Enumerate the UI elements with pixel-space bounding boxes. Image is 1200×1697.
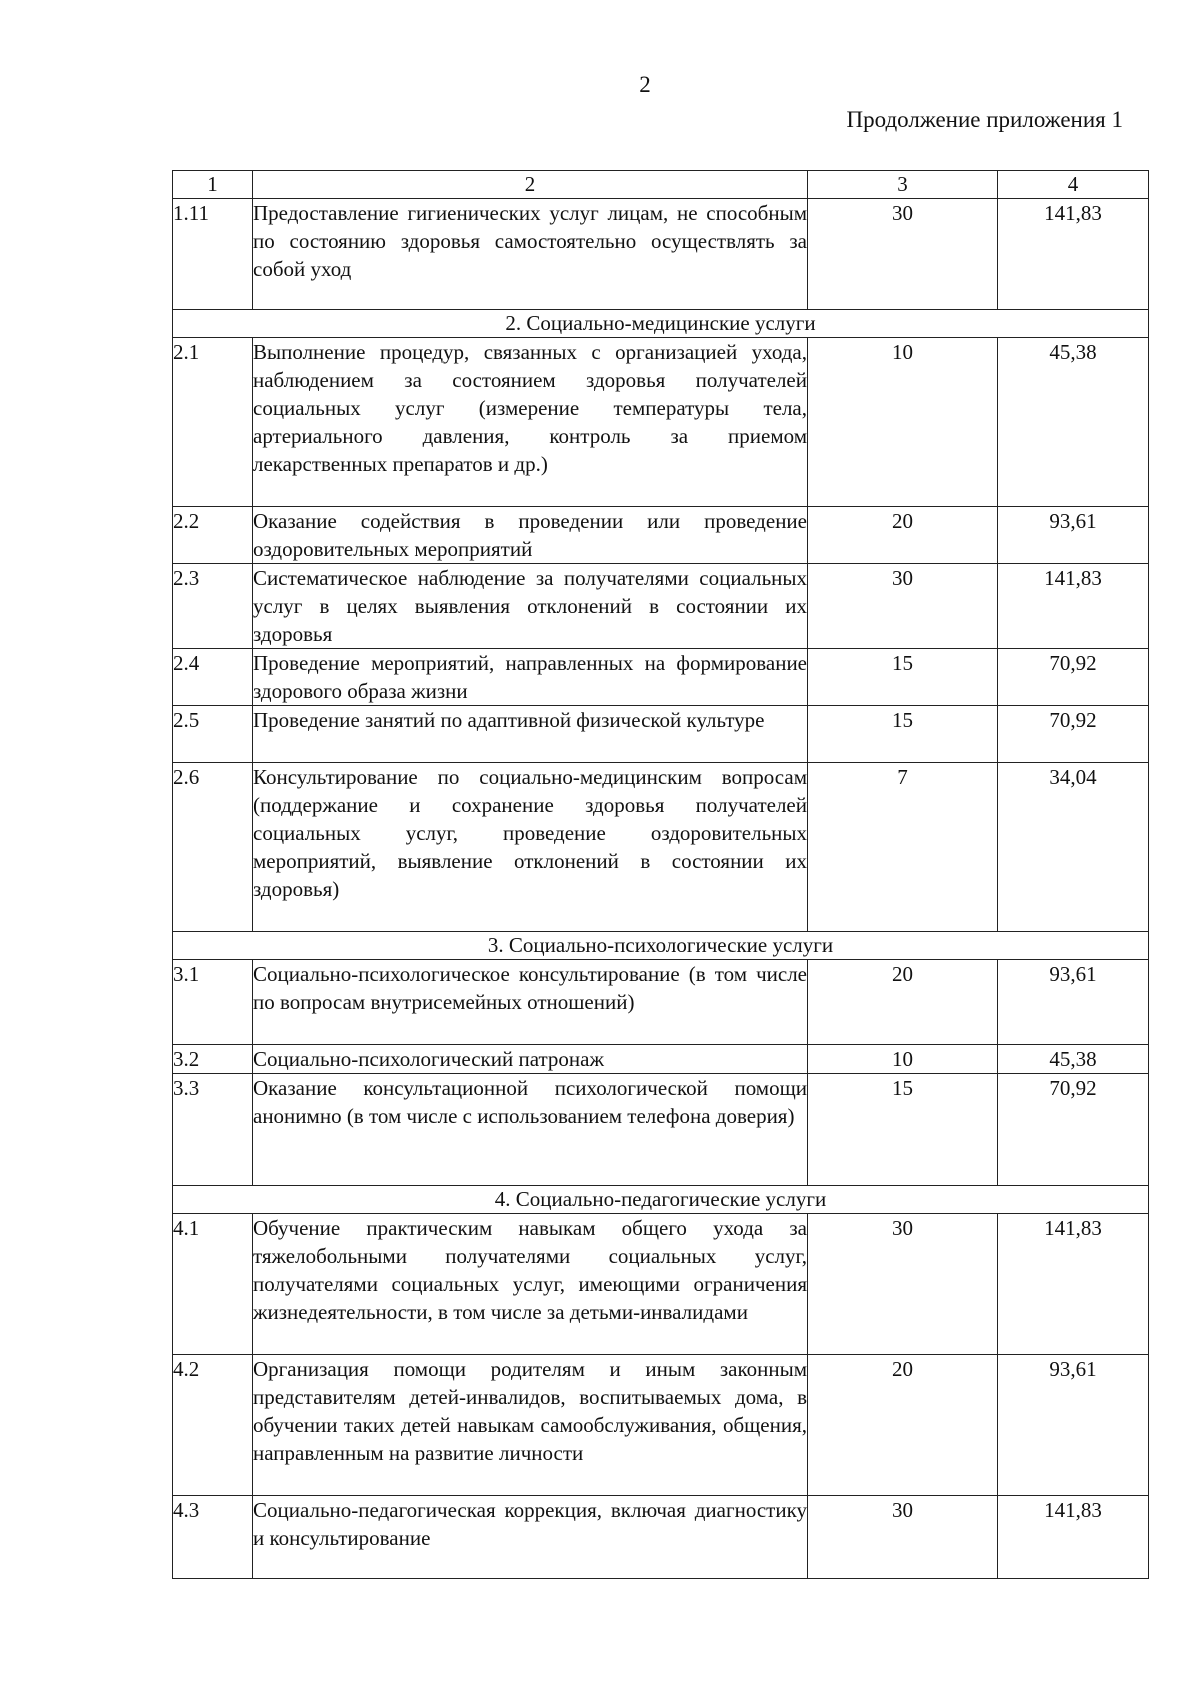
table-row	[173, 1496, 1149, 1579]
service-price-cell: 45,38	[998, 338, 1149, 507]
service-quantity-cell: 10	[808, 338, 998, 507]
service-number-cell: 2.3	[173, 564, 253, 649]
service-quantity-cell: 30	[808, 564, 998, 649]
service-price-cell: 70,92	[998, 1074, 1149, 1186]
service-quantity-cell: 15	[808, 1074, 998, 1186]
table-row	[173, 960, 1149, 1045]
section-title: 4. Социально-педагогические услуги	[173, 1186, 1149, 1214]
table-row	[173, 649, 1149, 706]
section-heading-row	[173, 310, 1149, 338]
table-row	[173, 338, 1149, 507]
service-number-cell: 3.2	[173, 1045, 253, 1074]
service-price-cell: 45,38	[998, 1045, 1149, 1074]
service-number-cell: 4.1	[173, 1214, 253, 1355]
table-row	[173, 1214, 1149, 1355]
page-number: 2	[639, 72, 651, 97]
section-heading-row	[173, 1186, 1149, 1214]
service-price-cell: 141,83	[998, 199, 1149, 310]
service-quantity-cell: 30	[808, 1496, 998, 1579]
service-name-cell: Социально-психологическое консультирование (в том числе по вопросам внутрисемейных отношений)	[253, 960, 808, 1045]
service-name-cell: Предоставление гигиенических услуг лицам, не способным по состоянию здоровья самостоятельно осуществлять за собой уход	[253, 199, 808, 310]
column-header: 1	[173, 171, 253, 199]
service-quantity-cell: 30	[808, 1214, 998, 1355]
services-table	[172, 170, 1149, 1579]
service-number-cell: 3.3	[173, 1074, 253, 1186]
table-row	[173, 763, 1149, 932]
service-quantity-cell: 20	[808, 1355, 998, 1496]
service-name-cell: Проведение мероприятий, направленных на формирование здорового образа жизни	[253, 649, 808, 706]
service-quantity-cell: 20	[808, 507, 998, 564]
table-row	[173, 1355, 1149, 1496]
table-row	[173, 1045, 1149, 1074]
service-number-cell: 4.2	[173, 1355, 253, 1496]
service-quantity-cell: 20	[808, 960, 998, 1045]
section-title: 3. Социально-психологические услуги	[173, 932, 1149, 960]
service-number-cell: 2.2	[173, 507, 253, 564]
service-name-cell: Выполнение процедур, связанных с организацией ухода, наблюдением за состоянием здоровья получателей социальных услуг (измерение температуры тела, артериального давления, контроль за приемом лекарственных препаратов и др.)	[253, 338, 808, 507]
service-number-cell: 2.6	[173, 763, 253, 932]
service-price-cell: 70,92	[998, 649, 1149, 706]
table-body	[173, 199, 1149, 1579]
column-header: 2	[253, 171, 808, 199]
section-heading-row	[173, 932, 1149, 960]
table-row	[173, 199, 1149, 310]
service-price-cell: 141,83	[998, 1496, 1149, 1579]
service-price-cell: 34,04	[998, 763, 1149, 932]
service-quantity-cell: 15	[808, 649, 998, 706]
appendix-continuation-label: Продолжение приложения 1	[846, 107, 1123, 132]
service-number-cell: 2.4	[173, 649, 253, 706]
table-row	[173, 706, 1149, 763]
service-price-cell: 141,83	[998, 1214, 1149, 1355]
service-name-cell: Консультирование по социально-медицинским вопросам (поддержание и сохранение здоровья получателей социальных услуг, проведение оздоровительных мероприятий, выявление отклонений в состоянии их здоровья)	[253, 763, 808, 932]
service-quantity-cell: 15	[808, 706, 998, 763]
service-price-cell: 141,83	[998, 564, 1149, 649]
column-header: 3	[808, 171, 998, 199]
column-number-row	[173, 171, 1149, 199]
service-name-cell: Социально-психологический патронаж	[253, 1045, 808, 1074]
service-number-cell: 2.5	[173, 706, 253, 763]
service-number-cell: 4.3	[173, 1496, 253, 1579]
service-price-cell: 93,61	[998, 960, 1149, 1045]
service-quantity-cell: 10	[808, 1045, 998, 1074]
column-header: 4	[998, 171, 1149, 199]
service-number-cell: 3.1	[173, 960, 253, 1045]
service-name-cell: Проведение занятий по адаптивной физической культуре	[253, 706, 808, 763]
table-row	[173, 1074, 1149, 1186]
service-name-cell: Оказание содействия в проведении или проведение оздоровительных мероприятий	[253, 507, 808, 564]
table-row	[173, 564, 1149, 649]
service-number-cell: 1.11	[173, 199, 253, 310]
service-name-cell: Организация помощи родителям и иным законным представителям детей-инвалидов, воспитываемых дома, в обучении таких детей навыкам самообслуживания, общения, направленным на развитие личности	[253, 1355, 808, 1496]
service-name-cell: Обучение практическим навыкам общего ухода за тяжелобольными получателями социальных услуг, получателями социальных услуг, имеющими ограничения жизнедеятельности, в том числе за детьми-инвалидами	[253, 1214, 808, 1355]
table-row	[173, 507, 1149, 564]
service-name-cell: Систематическое наблюдение за получателями социальных услуг в целях выявления отклонений в состоянии их здоровья	[253, 564, 808, 649]
service-price-cell: 70,92	[998, 706, 1149, 763]
service-name-cell: Оказание консультационной психологической помощи анонимно (в том числе с использованием телефона доверия)	[253, 1074, 808, 1186]
service-price-cell: 93,61	[998, 507, 1149, 564]
service-number-cell: 2.1	[173, 338, 253, 507]
service-name-cell: Социально-педагогическая коррекция, включая диагностику и консультирование	[253, 1496, 808, 1579]
service-price-cell: 93,61	[998, 1355, 1149, 1496]
service-quantity-cell: 30	[808, 199, 998, 310]
section-title: 2. Социально-медицинские услуги	[173, 310, 1149, 338]
service-quantity-cell: 7	[808, 763, 998, 932]
